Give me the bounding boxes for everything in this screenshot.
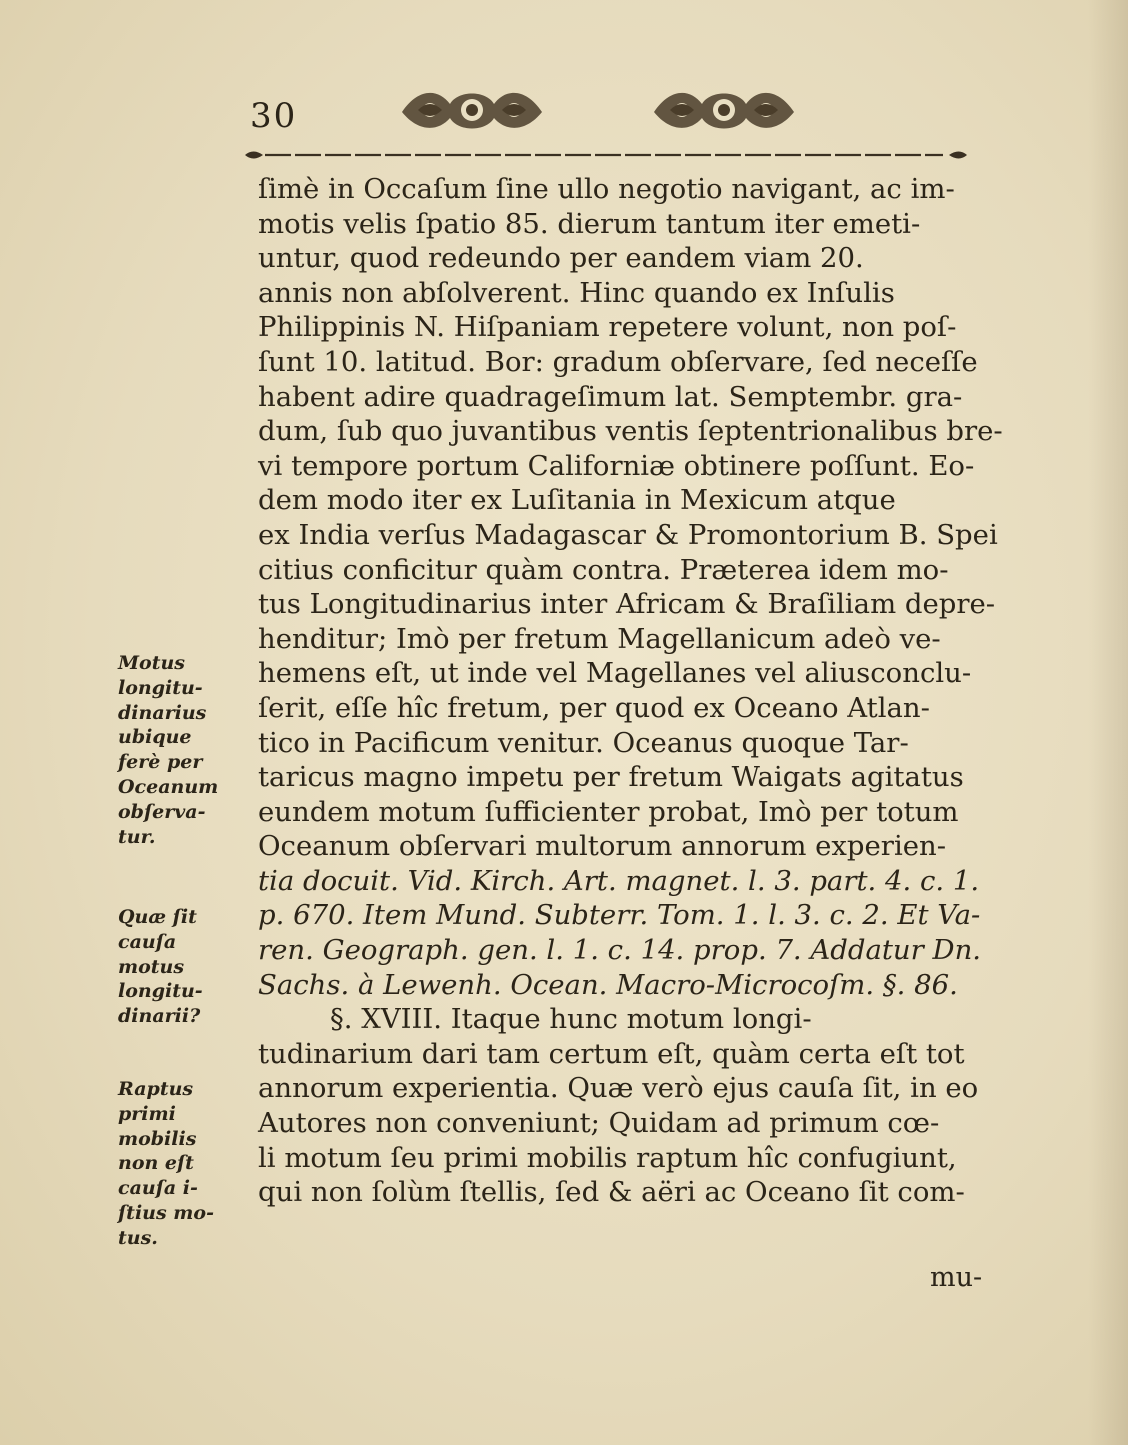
text-line: Oceanum obſervari multorum annorum experien- [258, 830, 947, 863]
marginal-note [118, 651, 258, 849]
marginal-note-line: obſerva- [118, 800, 206, 823]
text-line: vi tempore portum Californiæ obtinere poſſunt. Eo- [258, 449, 975, 482]
marginal-note [118, 905, 258, 1029]
text-line: tus Longitudinarius inter Africam & Braſiliam depre- [258, 588, 996, 621]
marginal-note [118, 1077, 258, 1251]
marginal-note-line: non eſt [118, 1152, 194, 1175]
page-edge-shadow [1088, 0, 1128, 1445]
catchword: mu- [930, 1262, 983, 1293]
marginal-note-line: Motus [118, 652, 185, 674]
text-line: eundem motum ſufficienter probat, Imò per totum [258, 795, 959, 828]
marginal-note-line: ferè per [118, 751, 203, 774]
text-line: tia docuit. Vid. Kirch. Art. magnet. l. 3. part. 4. c. 1. [258, 864, 980, 897]
text-line: hemens eſt, ut inde vel Magellanes vel aliusconclu- [258, 657, 972, 690]
text-line: annis non abſolverent. Hinc quando ex Inſulis [258, 276, 895, 309]
text-line: qui non ſolùm ſtellis, ſed & aëri ac Oceano ſit com- [258, 1176, 965, 1209]
text-line: henditur; Imò per fretum Magellanicum adeò ve- [258, 622, 941, 655]
text-line: taricus magno impetu per fretum Waigats agitatus [258, 761, 964, 794]
marginal-note-line: Raptus [118, 1078, 194, 1100]
marginal-note-line: dinarii? [118, 1005, 201, 1028]
marginal-note-line: primi [118, 1102, 176, 1125]
text-line: li motum ſeu primi mobilis raptum hîc confugiunt, [258, 1141, 957, 1174]
marginal-note-line: ubique [118, 726, 192, 749]
text-line: tudinarium dari tam certum eſt, quàm certa eſt tot [258, 1037, 965, 1070]
page-number: 30 [250, 96, 298, 136]
headpiece-ornament-left [398, 82, 546, 138]
text-line: motis velis ſpatio 85. dierum tantum iter emeti- [258, 207, 921, 240]
marginal-note-line: mobilis [118, 1127, 197, 1150]
marginal-note-line: dinarius [118, 701, 207, 724]
marginal-note-line: cauſa i- [118, 1177, 198, 1200]
text-line: dem modo iter ex Luſitania in Mexicum atque [258, 484, 896, 517]
headpiece-ornament-right [650, 82, 798, 138]
text-line: annorum experientia. Quæ verò ejus cauſa ſit, in eo [258, 1072, 979, 1105]
text-line: untur, quod redeundo per eandem viam 20. [258, 242, 864, 275]
marginal-note-line: longitu- [118, 676, 203, 699]
main-text [258, 172, 1003, 1210]
header-rule [243, 148, 969, 162]
text-line: tico in Pacificum venitur. Oceanus quoque Tar- [258, 726, 909, 759]
text-line: citius conficitur quàm contra. Præterea idem mo- [258, 553, 949, 586]
marginal-note-line: tur. [118, 825, 156, 848]
text-line: Sachs. à Lewenh. Ocean. Macro-Microcoſm. §. 86. [258, 968, 958, 1001]
text-line: ex India verſus Madagascar & Promontorium B. Spei [258, 518, 998, 551]
text-line: dum, ſub quo juvantibus ventis ſeptentrionalibus bre- [258, 415, 1003, 448]
marginal-note-line: tus. [118, 1226, 158, 1249]
text-line: Autores non conveniunt; Quidam ad primum cœ- [258, 1107, 940, 1140]
text-line: ſimè in Occaſum ſine ullo negotio navigant, ac im- [258, 173, 955, 205]
section-heading-line: §. XVIII. Itaque hunc motum longi- [330, 1003, 812, 1036]
marginal-note-line: motus [118, 955, 185, 978]
floral-ornament-icon [398, 82, 546, 138]
marginal-note-line: longitu- [118, 980, 203, 1003]
text-line: ren. Geograph. gen. l. 1. c. 14. prop. 7. Addatur Dn. [258, 934, 982, 967]
marginal-note-line: ſtius mo- [118, 1201, 214, 1224]
marginal-note-line: Quæ ſit [118, 906, 197, 928]
marginal-note-line: Oceanum [118, 775, 219, 798]
text-line: p. 670. Item Mund. Subterr. Tom. 1. l. 3. c. 2. Et Va- [258, 899, 981, 932]
marginal-note-line: cauſa [118, 930, 177, 953]
text-line: Philippinis N. Hiſpaniam repetere volunt, non poſ- [258, 311, 957, 344]
text-line: habent adire quadrageſimum lat. Semptembr. gra- [258, 380, 963, 413]
floral-ornament-icon [650, 82, 798, 138]
text-line: ſerit, eſſe hîc fretum, per quod ex Oceano Atlan- [258, 691, 930, 724]
text-line: ſunt 10. latitud. Bor: gradum obſervare, ſed neceſſe [258, 345, 978, 378]
